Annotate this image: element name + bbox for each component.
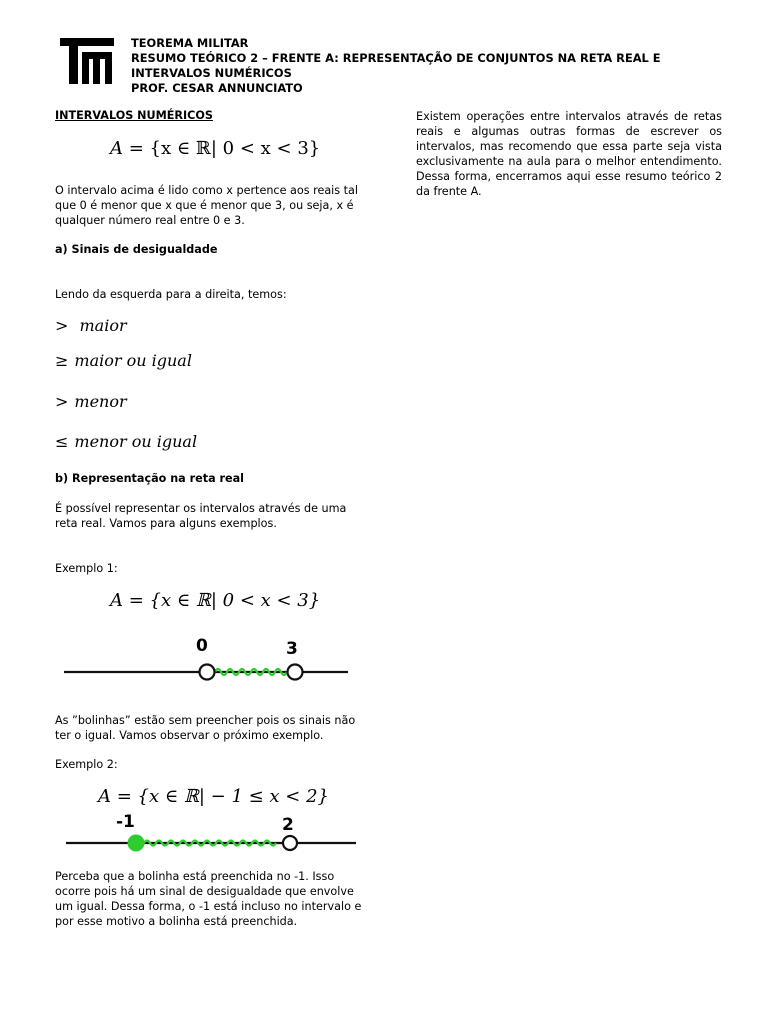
header-title-cont: INTERVALOS NUMÉRICOS	[131, 66, 292, 80]
open-endpoint-left	[200, 665, 215, 680]
open-endpoint-right	[283, 836, 297, 850]
set-definition-1: A = {x ∈ ℝ| 0 < x < 3}	[110, 138, 321, 159]
example-1-label: Exemplo 1:	[55, 562, 118, 575]
closing-paragraph: Existem operações entre intervalos através de retas reais e algumas outras formas de escrever os intervalos, mas recomendo que essa parte seja vista exclusivamente na aula para o melhor entendimento. Dessa forma, encerramos aqui esse resumo teórico 2 da frente A.	[416, 110, 722, 198]
example-2-set: A = {x ∈ ℝ| − 1 ≤ x < 2}	[98, 786, 330, 807]
subsection-a: a) Sinais de desigualdade	[55, 243, 218, 256]
perceba-paragraph: Perceba que a bolinha está preenchida no -1. Isso ocorre pois há um sinal de desigualdade que envolve um igual. Dessa forma, o -1 está incluso no intervalo e por esse motivo a bolinha está preenchida.	[55, 870, 362, 928]
sign-greater-equal: ≥ maior ou igual	[55, 351, 192, 370]
open-endpoint-right	[288, 665, 303, 680]
sign-less: > menor	[55, 392, 127, 411]
sign-less-equal: ≤ menor ou igual	[55, 432, 198, 451]
number-line-1	[60, 633, 360, 688]
subsection-b: b) Representação na reta real	[55, 472, 244, 485]
bolinhas-paragraph: As ”bolinhas” estão sem preencher pois os sinais não ter o igual. Vamos observar o próximo exemplo.	[55, 714, 356, 742]
document-header	[131, 36, 731, 96]
header-school: TEOREMA MILITAR	[131, 36, 249, 50]
teorema-militar-logo	[60, 38, 114, 84]
header-professor: PROF. CESAR ANNUNCIATO	[131, 81, 303, 95]
closed-endpoint-left	[128, 835, 144, 851]
endpoint-label-3: 3	[286, 639, 298, 659]
endpoint-label-0: 0	[196, 636, 208, 656]
section-title: INTERVALOS NUMÉRICOS	[55, 109, 213, 122]
endpoint-label-minus-1: -1	[116, 812, 135, 832]
example-2-label: Exemplo 2:	[55, 758, 118, 771]
intro-paragraph: O intervalo acima é lido como x pertence aos reais tal que 0 é menor que x que é menor que 3, ou seja, x é qualquer número real entre 0 e 3.	[55, 184, 359, 227]
example-1-set: A = {x ∈ ℝ| 0 < x < 3}	[110, 590, 321, 611]
endpoint-label-2: 2	[282, 815, 294, 835]
number-line-2	[60, 810, 365, 860]
header-title: RESUMO TEÓRICO 2 – FRENTE A: REPRESENTAÇÃO DE CONJUNTOS NA RETA REAL E	[131, 51, 661, 65]
sign-greater: > maior	[55, 316, 127, 335]
possible-paragraph: É possível representar os intervalos através de uma reta real. Vamos para alguns exemplos.	[55, 502, 347, 530]
interval-squiggle	[215, 669, 287, 675]
reading-text: Lendo da esquerda para a direita, temos:	[55, 288, 287, 301]
